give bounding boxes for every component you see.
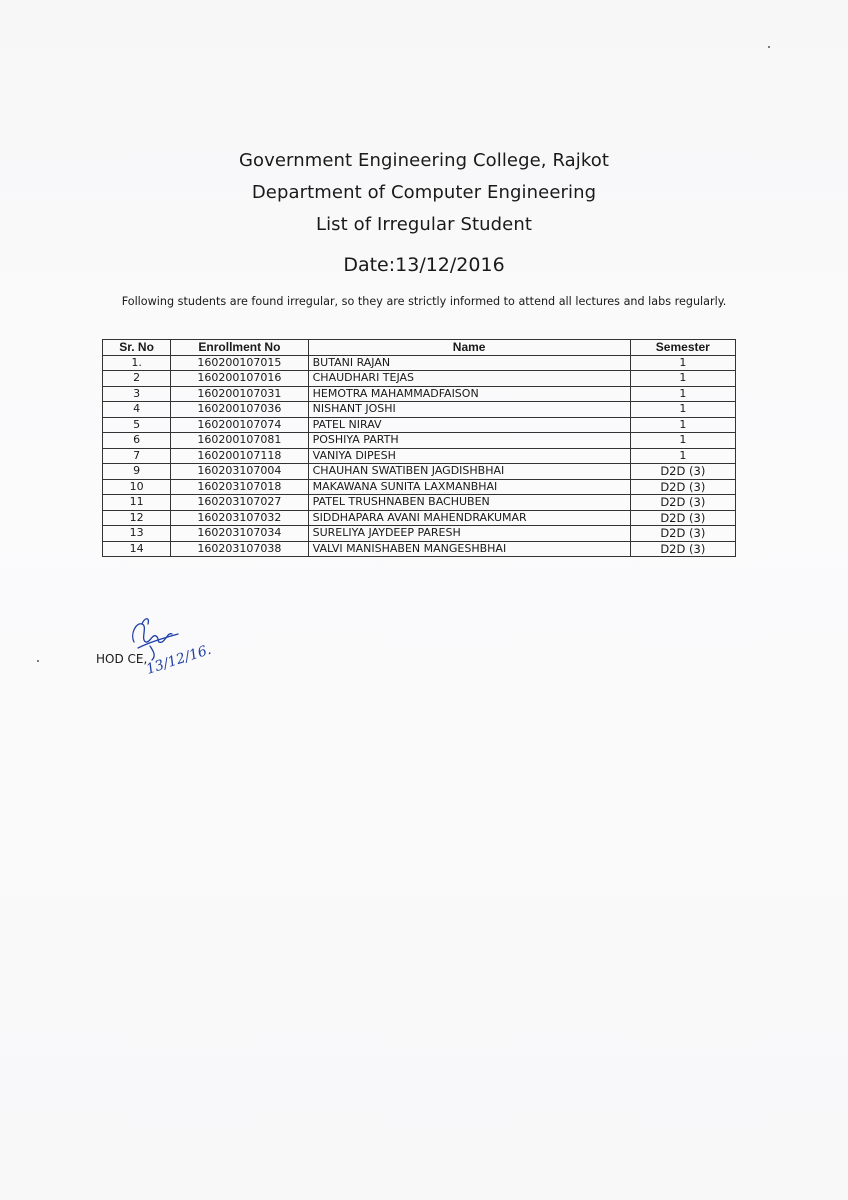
cell-enrollment-no: 160200107118 bbox=[171, 448, 308, 464]
table-row bbox=[103, 464, 736, 480]
cell-sr-no: 4 bbox=[103, 402, 171, 418]
cell-enrollment-no: 160203107038 bbox=[171, 541, 308, 557]
table-row bbox=[103, 448, 736, 464]
table-body bbox=[103, 355, 736, 557]
cell-sr-no: 9 bbox=[103, 464, 171, 480]
hod-signature bbox=[120, 612, 230, 682]
cell-sr-no: 5 bbox=[103, 417, 171, 433]
table-row bbox=[103, 371, 736, 387]
cell-name: POSHIYA PARTH bbox=[308, 433, 630, 449]
cell-sr-no: 2 bbox=[103, 371, 171, 387]
cell-enrollment-no: 160200107074 bbox=[171, 417, 308, 433]
cell-sr-no: 12 bbox=[103, 510, 171, 526]
cell-enrollment-no: 160203107027 bbox=[171, 495, 308, 511]
cell-sr-no: 14 bbox=[103, 541, 171, 557]
cell-semester: D2D (3) bbox=[630, 495, 735, 511]
cell-sr-no: 1. bbox=[103, 355, 171, 371]
cell-name: CHAUDHARI TEJAS bbox=[308, 371, 630, 387]
cell-name: HEMOTRA MAHAMMADFAISON bbox=[308, 386, 630, 402]
cell-semester: 1 bbox=[630, 417, 735, 433]
table-row bbox=[103, 433, 736, 449]
cell-semester: 1 bbox=[630, 402, 735, 418]
department-name: Department of Computer Engineering bbox=[251, 182, 597, 203]
cell-semester: 1 bbox=[630, 433, 735, 449]
table-row bbox=[103, 402, 736, 418]
cell-semester: 1 bbox=[630, 448, 735, 464]
table-row bbox=[103, 510, 736, 526]
cell-semester: 1 bbox=[630, 355, 735, 371]
document-header bbox=[0, 145, 848, 241]
table-row bbox=[103, 541, 736, 557]
list-title: List of Irregular Student bbox=[315, 214, 533, 235]
table-header-row bbox=[103, 340, 736, 356]
scan-speck bbox=[37, 660, 39, 662]
irregular-students-table bbox=[102, 339, 736, 557]
cell-enrollment-no: 160200107036 bbox=[171, 402, 308, 418]
cell-sr-no: 7 bbox=[103, 448, 171, 464]
document-date: Date:13/12/2016 bbox=[343, 254, 505, 276]
cell-enrollment-no: 160200107031 bbox=[171, 386, 308, 402]
table-row bbox=[103, 479, 736, 495]
cell-semester: 1 bbox=[630, 371, 735, 387]
cell-name: VANIYA DIPESH bbox=[308, 448, 630, 464]
column-header-enrollment: Enrollment No bbox=[171, 340, 308, 356]
cell-semester: D2D (3) bbox=[630, 510, 735, 526]
cell-semester: D2D (3) bbox=[630, 464, 735, 480]
scan-speck bbox=[768, 46, 770, 48]
cell-name: SURELIYA JAYDEEP PARESH bbox=[308, 526, 630, 542]
cell-name: PATEL NIRAV bbox=[308, 417, 630, 433]
signature-date: 13/12/16. bbox=[144, 641, 214, 678]
cell-sr-no: 10 bbox=[103, 479, 171, 495]
cell-semester: D2D (3) bbox=[630, 479, 735, 495]
cell-sr-no: 11 bbox=[103, 495, 171, 511]
cell-enrollment-no: 160203107032 bbox=[171, 510, 308, 526]
cell-name: CHAUHAN SWATIBEN JAGDISHBHAI bbox=[308, 464, 630, 480]
cell-enrollment-no: 160203107034 bbox=[171, 526, 308, 542]
cell-sr-no: 13 bbox=[103, 526, 171, 542]
column-header-sr-no: Sr. No bbox=[103, 340, 171, 356]
cell-name: PATEL TRUSHNABEN BACHUBEN bbox=[308, 495, 630, 511]
hod-label: HOD CE, bbox=[96, 652, 148, 666]
cell-name: VALVI MANISHABEN MANGESHBHAI bbox=[308, 541, 630, 557]
cell-semester: 1 bbox=[630, 386, 735, 402]
cell-sr-no: 6 bbox=[103, 433, 171, 449]
cell-semester: D2D (3) bbox=[630, 526, 735, 542]
cell-name: BUTANI RAJAN bbox=[308, 355, 630, 371]
cell-semester: D2D (3) bbox=[630, 541, 735, 557]
cell-sr-no: 3 bbox=[103, 386, 171, 402]
column-header-semester: Semester bbox=[630, 340, 735, 356]
table-row bbox=[103, 386, 736, 402]
table-row bbox=[103, 526, 736, 542]
table-row bbox=[103, 355, 736, 371]
notice-text: Following students are found irregular, so they are strictly informed to attend all lectures and labs regularly. bbox=[121, 295, 727, 308]
table-row bbox=[103, 495, 736, 511]
cell-name: MAKAWANA SUNITA LAXMANBHAI bbox=[308, 479, 630, 495]
cell-enrollment-no: 160203107018 bbox=[171, 479, 308, 495]
cell-name: NISHANT JOSHI bbox=[308, 402, 630, 418]
cell-name: SIDDHAPARA AVANI MAHENDRAKUMAR bbox=[308, 510, 630, 526]
cell-enrollment-no: 160200107015 bbox=[171, 355, 308, 371]
cell-enrollment-no: 160200107016 bbox=[171, 371, 308, 387]
column-header-name: Name bbox=[308, 340, 630, 356]
college-name: Government Engineering College, Rajkot bbox=[238, 150, 610, 171]
table-row bbox=[103, 417, 736, 433]
cell-enrollment-no: 160200107081 bbox=[171, 433, 308, 449]
cell-enrollment-no: 160203107004 bbox=[171, 464, 308, 480]
